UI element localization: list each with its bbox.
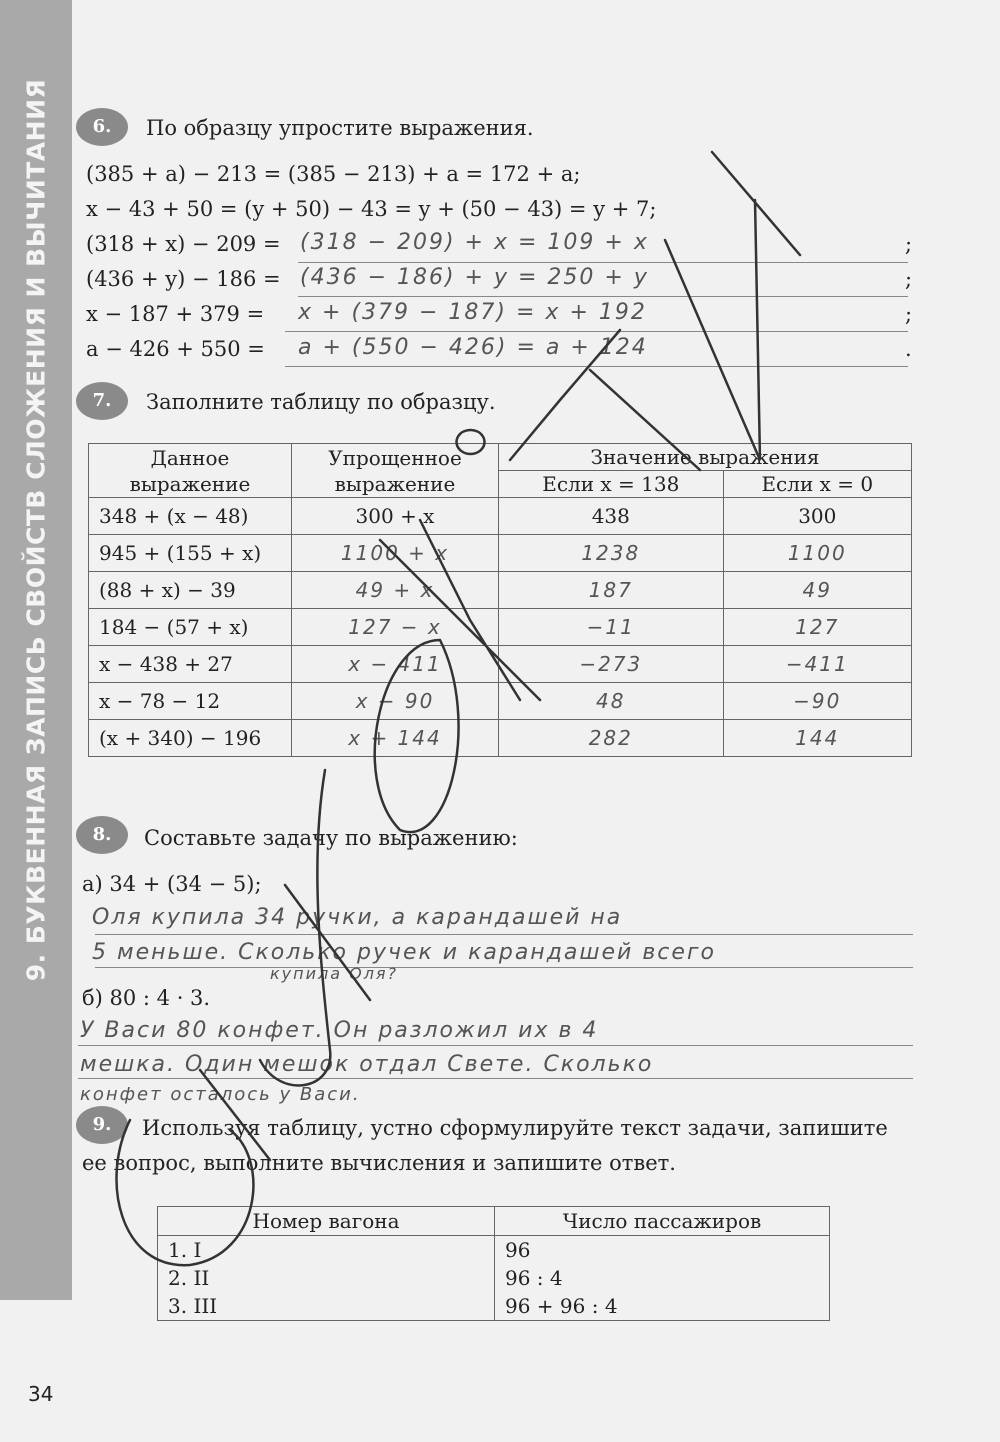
chapter-sidebar xyxy=(0,0,72,1300)
header-value: Значение выражения xyxy=(499,444,912,471)
cell: −11 xyxy=(499,609,724,646)
table-row xyxy=(89,572,912,609)
cell: −273 xyxy=(499,646,724,683)
cell: 348 + (x − 48) xyxy=(89,498,292,535)
exercise-7-table xyxy=(88,443,912,757)
exercise-9-text-1: Используя таблицу, устно сформулируйте текст задачи, запишите xyxy=(142,1116,888,1140)
exercise-7-badge: 7. xyxy=(76,382,128,420)
punctuation: ; xyxy=(905,232,913,256)
exercise-9-text-2: ее вопрос, выполните вычисления и запишите ответ. xyxy=(82,1151,676,1175)
answer-line xyxy=(285,331,908,332)
cell: x − 90 xyxy=(292,683,499,720)
header-passengers: Число пассажиров xyxy=(495,1207,830,1236)
ex6-expr-4: a − 426 + 550 = xyxy=(86,337,265,361)
exercise-8-badge: 8. xyxy=(76,816,128,854)
cell: 96 xyxy=(495,1236,830,1265)
part-b-line-1: У Васи 80 конфет. Он разложил их в 4 xyxy=(80,1018,599,1043)
cell: 187 xyxy=(499,572,724,609)
header-if-138: Если x = 138 xyxy=(499,471,724,498)
cell: 300 + x xyxy=(292,498,499,535)
cell: 300 xyxy=(723,498,911,535)
part-a-label: а) 34 + (34 − 5); xyxy=(82,872,262,896)
cell: 127 xyxy=(723,609,911,646)
table-row xyxy=(89,720,912,757)
table-row xyxy=(158,1292,830,1321)
cell: x − 78 − 12 xyxy=(89,683,292,720)
cell: 49 xyxy=(723,572,911,609)
exercise-7-title: Заполните таблицу по образцу. xyxy=(146,390,496,414)
part-a-line-3: купила Оля? xyxy=(270,964,399,983)
table-row xyxy=(158,1236,830,1265)
header-simplified: Упрощенное выражение xyxy=(292,444,499,498)
cell: (x + 340) − 196 xyxy=(89,720,292,757)
table-row xyxy=(89,535,912,572)
ex6-answer-2: (436 − 186) + y = 250 + y xyxy=(300,265,649,290)
cell: 127 − x xyxy=(292,609,499,646)
cell: 1100 + x xyxy=(292,535,499,572)
page-number: 34 xyxy=(28,1382,54,1406)
exercise-9-table xyxy=(157,1206,830,1321)
example-1: (385 + a) − 213 = (385 − 213) + a = 172 + a; xyxy=(86,162,581,186)
header-if-0: Если x = 0 xyxy=(723,471,911,498)
cell: 438 xyxy=(499,498,724,535)
exercise-9-badge: 9. xyxy=(76,1106,128,1144)
cell: (88 + x) − 39 xyxy=(89,572,292,609)
header-car-number: Номер вагона xyxy=(158,1207,495,1236)
answer-line xyxy=(95,967,913,968)
answer-line xyxy=(78,1045,913,1046)
cell: 3. III xyxy=(158,1292,495,1321)
cell: 1238 xyxy=(499,535,724,572)
table-row xyxy=(89,646,912,683)
ex6-answer-3: x + (379 − 187) = x + 192 xyxy=(298,300,647,325)
cell: 96 + 96 : 4 xyxy=(495,1292,830,1321)
part-a-line-2: 5 меньше. Сколько ручек и карандашей всего xyxy=(92,940,716,965)
cell: −90 xyxy=(723,683,911,720)
table-row xyxy=(89,683,912,720)
answer-line xyxy=(285,366,908,367)
exercise-8-title: Составьте задачу по выражению: xyxy=(144,826,518,850)
cell: 1100 xyxy=(723,535,911,572)
answer-line xyxy=(298,296,908,297)
exercise-6-badge: 6. xyxy=(76,108,128,146)
part-b-line-2: мешка. Один мешок отдал Свете. Сколько xyxy=(80,1052,654,1077)
cell: 1. I xyxy=(158,1236,495,1265)
cell: x − 438 + 27 xyxy=(89,646,292,683)
ex6-expr-2: (436 + y) − 186 = xyxy=(86,267,281,291)
part-a-line-1: Оля купила 34 ручки, а карандашей на xyxy=(92,905,623,930)
ex6-answer-1: (318 − 209) + x = 109 + x xyxy=(300,230,649,255)
scribble-stroke xyxy=(665,152,800,460)
cell: 2. II xyxy=(158,1264,495,1292)
ex6-answer-4: a + (550 − 426) = a + 124 xyxy=(298,335,648,360)
punctuation: . xyxy=(905,337,912,361)
cell: 49 + x xyxy=(292,572,499,609)
cell: 144 xyxy=(723,720,911,757)
cell: 945 + (155 + x) xyxy=(89,535,292,572)
punctuation: ; xyxy=(905,302,913,326)
example-2: x − 43 + 50 = (y + 50) − 43 = y + (50 − 43) = y + 7; xyxy=(86,197,657,221)
punctuation: ; xyxy=(905,267,913,291)
table-row xyxy=(89,498,912,535)
answer-line xyxy=(78,1078,913,1079)
answer-line xyxy=(298,262,908,263)
cell: 184 − (57 + x) xyxy=(89,609,292,646)
exercise-6-title: По образцу упростите выражения. xyxy=(146,116,534,140)
part-b-line-3: конфет осталось у Васи. xyxy=(80,1084,361,1105)
cell: x + 144 xyxy=(292,720,499,757)
chapter-title: 9. БУКВЕННАЯ ЗАПИСЬ СВОЙСТВ СЛОЖЕНИЯ И ВЫЧИТАНИЯ xyxy=(21,78,51,982)
cell: 96 : 4 xyxy=(495,1264,830,1292)
part-b-label: б) 80 : 4 · 3. xyxy=(82,986,211,1010)
cell: 282 xyxy=(499,720,724,757)
header-given: Данное выражение xyxy=(89,444,292,498)
cell: −411 xyxy=(723,646,911,683)
cell: x − 411 xyxy=(292,646,499,683)
answer-line xyxy=(95,934,913,935)
table-row xyxy=(158,1264,830,1292)
ex6-expr-3: x − 187 + 379 = xyxy=(86,302,265,326)
table-row xyxy=(89,609,912,646)
cell: 48 xyxy=(499,683,724,720)
ex6-expr-1: (318 + x) − 209 = xyxy=(86,232,281,256)
